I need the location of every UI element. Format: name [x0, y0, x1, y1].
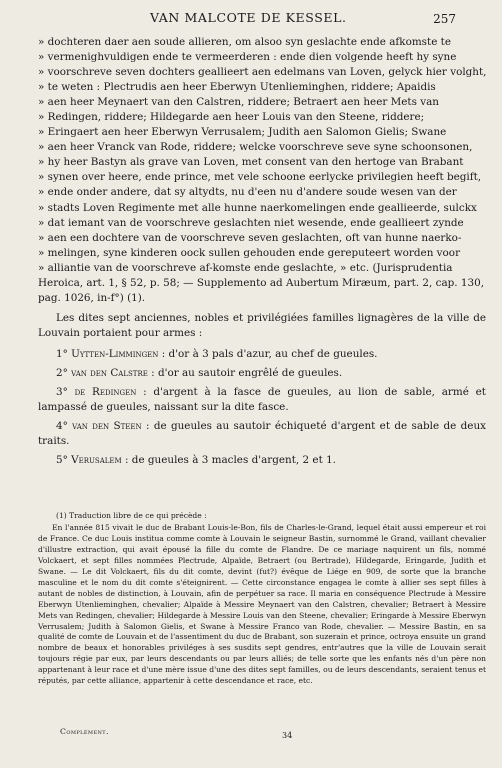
arms-blazon: d'or au sautoir engrêlé de gueules. — [157, 366, 343, 379]
signature-mark: 34 — [282, 731, 293, 740]
arms-family-name: 5° Verusalem : — [56, 454, 129, 467]
quote-line: » synen over heere, ende prince, met vele schoone eerlycke privilegien heeft begift, — [38, 171, 482, 184]
quote-line: » te weten : Plectrudis aen heer Eberwyn Utenlieminghen, riddere; Apaidis — [38, 81, 436, 94]
citation-line: pag. 1026, in-f°) (1). — [38, 291, 146, 304]
main-text — [38, 35, 486, 472]
arms-list — [38, 347, 486, 468]
arms-family-name: 2° van den Calstre : — [56, 366, 155, 379]
complement-label: Complément. — [60, 727, 109, 736]
quote-line: » hy heer Bastyn als grave van Loven, met consent van den hertoge van Brabant — [38, 156, 464, 169]
page-header — [0, 10, 502, 34]
intro-paragraph: Les dites sept anciennes, nobles et privilégiées familles lignagères de la ville de Louvain portaient pour armes : — [38, 311, 486, 339]
arms-blazon: de gueules à 3 macles d'argent, 2 et 1. — [131, 454, 336, 467]
footnote-text: En l'année 815 vivait le duc de Brabant Louis-le-Bon, fils de Charles-le-Grand, lequel était aussi empereur et roi de France. Ce duc Louis institua comme comte à Louvain le seigneur Bastin, surnommé le Grand, vaillant chevalier d'illustre extraction, qui avait épousé la fille du comte de Flandre. De ce mariage naquirent un fils, nommé Volckaert, et sept filles nommées Plectrude, Alpaïde, Betraert (ou Bertrade), Hildegarde, Eringarde, Judith et Swane. — Le dit Volckaert, fils du dit comte, devint (fut?) évêque de Liége en 909, de sorte que la branche masculine et le nom du dit comte s'éteignirent. — Cette circonstance engagea le comte à allier ses sept filles à autant de nobles de distinction, à Louvain, afin de perpétuer sa race. Il maria en conséquence Plectrude à Messire Eberwyn Utenlieminghen, chevalier; Alpaïde à Messire Meynaert van den Calstren, chevalier; Betraert à Messire Mets van Redingen, chevalier; Hildegarde à Messire Louis van den Steene, chevalier; Eringarde à Messire Eberwyn Verrusalem; Judith à Salomon Gielis, et Swane à Messire Franco van Rode, chevalier. — Messire Bastin, en sa qualité de comte de Louvain et de l'assentiment du duc de Brabant, son suzerain et prince, octroya ensuite un grand nombre de beaux et honorables priviléges à ses susdits sept gendres, entr'autres que la ville de Louvain serait toujours régie par eux, par leurs descendants ou par leurs alliés; de telle sorte que les enfants nés d'un père non appartenant à leur race et d'une mère issue d'une des dites sept familles, ou de leurs descendants, seraient tenus et réputés, par cette alliance, appartenir à cette descendance et race, etc. — [38, 522, 486, 686]
arms-blazon: de gueules au sautoir échiqueté d'argent et de sable de deux traits. — [38, 420, 486, 448]
arms-blazon: d'or à 3 pals d'azur, au chef de gueules. — [168, 347, 378, 360]
quote-line: » melingen, syne kinderen oock sullen gehouden ende gereputeert worden voor — [38, 246, 461, 259]
arms-blazon: d'argent à la fasce de gueules, au lion de sable, armé et lampassé de gueules, naissant sur la dite fasce. — [38, 386, 486, 414]
arms-family-name: 1° Uytten-Limmingen : — [56, 347, 166, 360]
quote-line: » vermenighvuldigen ende te vermeerderen : ende dien volgende heeft hy syne — [38, 51, 457, 64]
footnote-title: (1) Traduction libre de ce qui précède : — [56, 511, 207, 520]
quote-line: » Eringaert aen heer Eberwyn Verrusalem; Judith aen Salomon Gielis; Swane — [38, 126, 447, 139]
quote-block — [38, 35, 486, 306]
quote-line: » Redingen, riddere; Hildegarde aen heer Louis van den Steene, riddere; — [38, 111, 425, 124]
quote-line: » aen heer Vranck van Rode, riddere; welcke voorschreve seve syne schoonsonen, — [38, 141, 473, 154]
quote-line: » ende onder andere, dat sy altydts, nu d'een nu d'andere soude wesen van der — [38, 186, 457, 199]
quote-line: » aen een dochtere van de voorschreve seven geslachten, oft van hunne naerko- — [38, 231, 462, 244]
quote-line: » stadts Loven Regimente met alle hunne naerkomelingen ende geallieerde, sulckx — [38, 201, 477, 214]
arms-family-name: 3° de Redingen : — [56, 386, 147, 399]
citation-line: Heroica, art. 1, § 52, p. 58; — Supplemento ad Aubertum Miræum, part. 2, cap. 130, — [38, 276, 485, 289]
arms-item — [38, 366, 486, 381]
arms-item — [38, 453, 486, 468]
quote-line: » aen heer Meynaert van den Calstren, riddere; Betraert aen heer Mets van — [38, 96, 439, 109]
quote-line: » dat iemant van de voorschreve geslachten niet wesende, ende geallieert zynde — [38, 216, 464, 229]
quote-line: » dochteren daer aen soude allieren, om alsoo syn geslachte ende afkomste te — [38, 36, 451, 48]
quote-line: » voorschreve seven dochters geallieert aen edelmans van Loven, gelyck hier volght, — [38, 66, 487, 79]
arms-item — [38, 419, 486, 449]
page-number: 257 — [433, 12, 456, 26]
arms-family-name: 4° van den Steen : — [56, 420, 150, 433]
arms-item — [38, 347, 486, 362]
arms-item — [38, 385, 486, 415]
quote-line: » alliantie van de voorschreve af-komste ende geslachte, » etc. (Jurisprudentia — [38, 261, 453, 274]
footnote — [38, 511, 486, 687]
running-title: VAN MALCOTE DE KESSEL. — [150, 10, 347, 25]
